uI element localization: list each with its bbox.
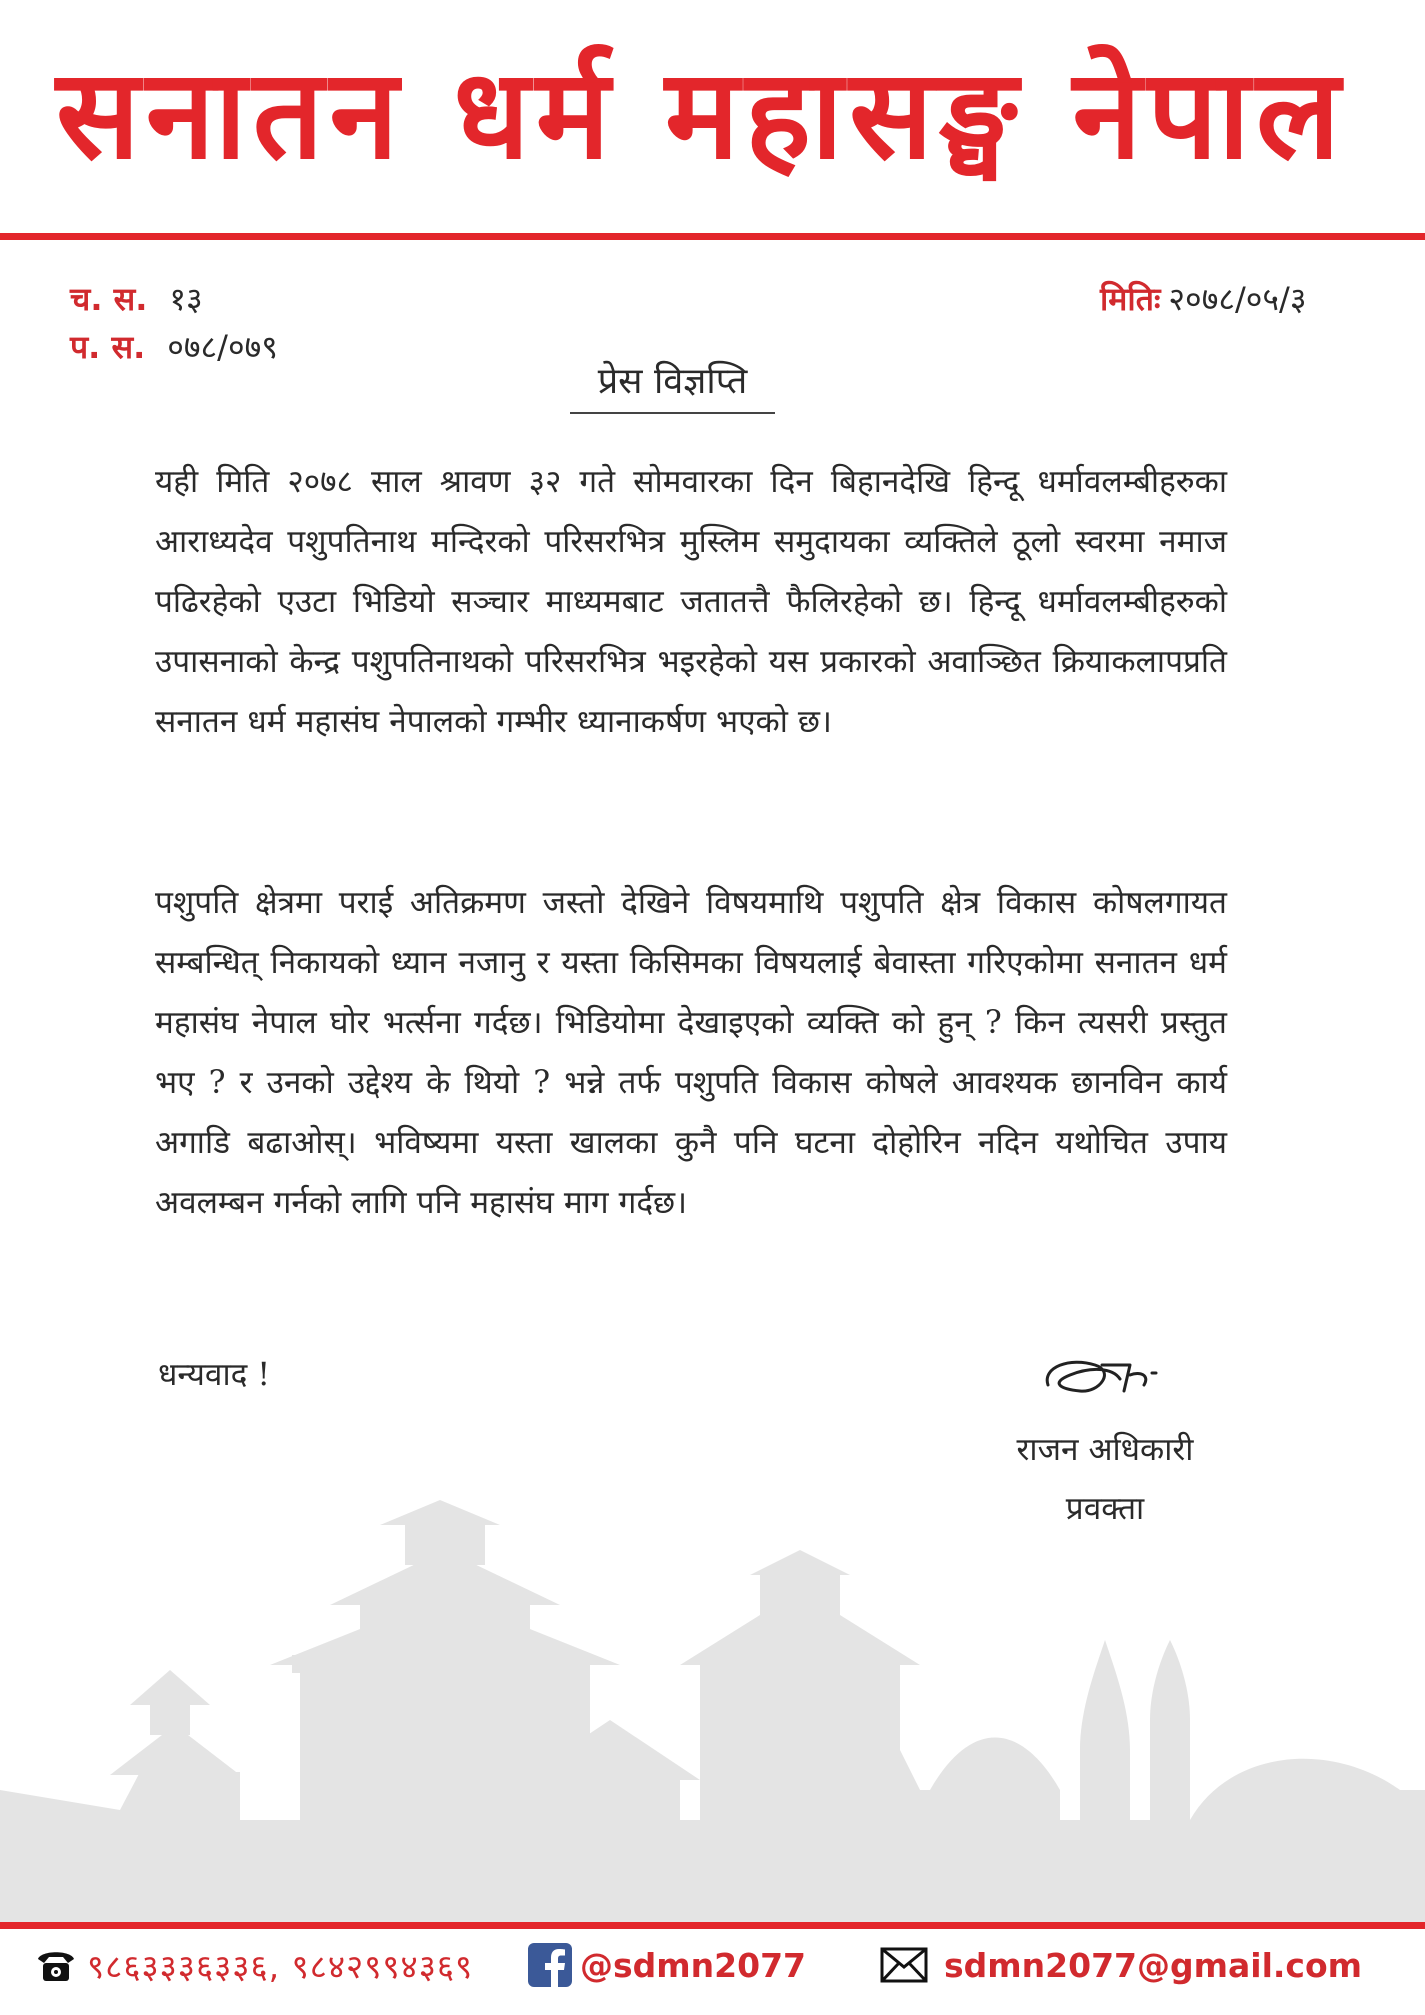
envelope-icon [880, 1947, 928, 1983]
footer-divider [0, 1922, 1425, 1929]
signatory-role: प्रवक्ता [1065, 1491, 1145, 1527]
signatory-name: राजन अधिकारी [1016, 1432, 1194, 1468]
body-paragraph-1: यही मिति २०७८ साल श्रावण ३२ गते सोमवारका दिन बिहानदेखि हिन्दू धर्मावलम्बीहरुका आराध्यदेव पशुपतिनाथ मन्दिरको परिसरभित्र मुस्लिम समुदायका व्यक्तिले ठूलो स्वरमा नमाज पढिरहेको एउटा भिडियो सञ्चार माध्यमबाट जतातत्तै फैलिरहेको छ। हिन्दू धर्मावलम्बीहरुको उपासनाको केन्द्र पशुपतिनाथको परिसरभित्र भइरहेको यस प्रकारको अवाञ्छित क्रियाकलापप्रति सनातन धर्म महासंघ नेपालको गम्भीर ध्यानाकर्षण भएको छ। [155, 464, 1227, 740]
facebook-handle: @sdmn2077 [580, 1945, 806, 1985]
temple-skyline-watermark [0, 1490, 1425, 1922]
footer-email [880, 1935, 1362, 1995]
cs-number [70, 277, 203, 320]
document-title: प्रेस विज्ञप्ति [570, 355, 775, 414]
handwritten-signature [1040, 1345, 1170, 1405]
ps-value: ०७८/०७९ [167, 328, 278, 366]
footer-phone [35, 1935, 473, 1995]
cs-value: १३ [169, 280, 203, 318]
date-label: मितिः [1100, 280, 1161, 318]
facebook-icon [528, 1943, 572, 1987]
footer-facebook [528, 1935, 806, 1995]
ps-number [70, 325, 278, 368]
cs-label: च. स. [70, 280, 148, 318]
body-paragraph-2: पशुपति क्षेत्रमा पराई अतिक्रमण जस्तो देखिने विषयमाथि पशुपति क्षेत्र विकास कोषलगायत सम्बन्धित् निकायको ध्यान नजानु र यस्ता किसिमका विषयलाई बेवास्ता गरिएकोमा सनातन धर्म महासंघ नेपाल घोर भर्त्सना गर्दछ। भिडियोमा देखाइएको व्यक्ति को हुन् ? किन त्यसरी प्रस्तुत भए ? र उनको उद्देश्य के थियो ? भन्ने तर्फ पशुपति विकास कोषले आवश्यक छानविन कार्य अगाडि बढाओस्। भविष्यमा यस्ता खालका कुनै पनि घटना दोहोरिन नदिन यथोचित उपाय अवलम्बन गर्नको लागि पनि महासंघ माग गर्दछ। [155, 885, 1227, 1221]
document-date [1100, 277, 1306, 320]
telephone-icon [35, 1945, 77, 1985]
header-divider [0, 233, 1425, 240]
email-address: sdmn2077@gmail.com [944, 1945, 1363, 1985]
ps-label: प. स. [70, 328, 146, 366]
organization-name: सनातन धर्म महासङ्घ नेपाल [56, 43, 1347, 187]
closing-thanks: धन्यवाद ! [158, 1357, 271, 1393]
date-value: २०७८/०५/३ [1168, 280, 1307, 318]
phone-numbers: ९८६३३३६३३६, ९८४२९९४३६९ [87, 1946, 474, 1986]
